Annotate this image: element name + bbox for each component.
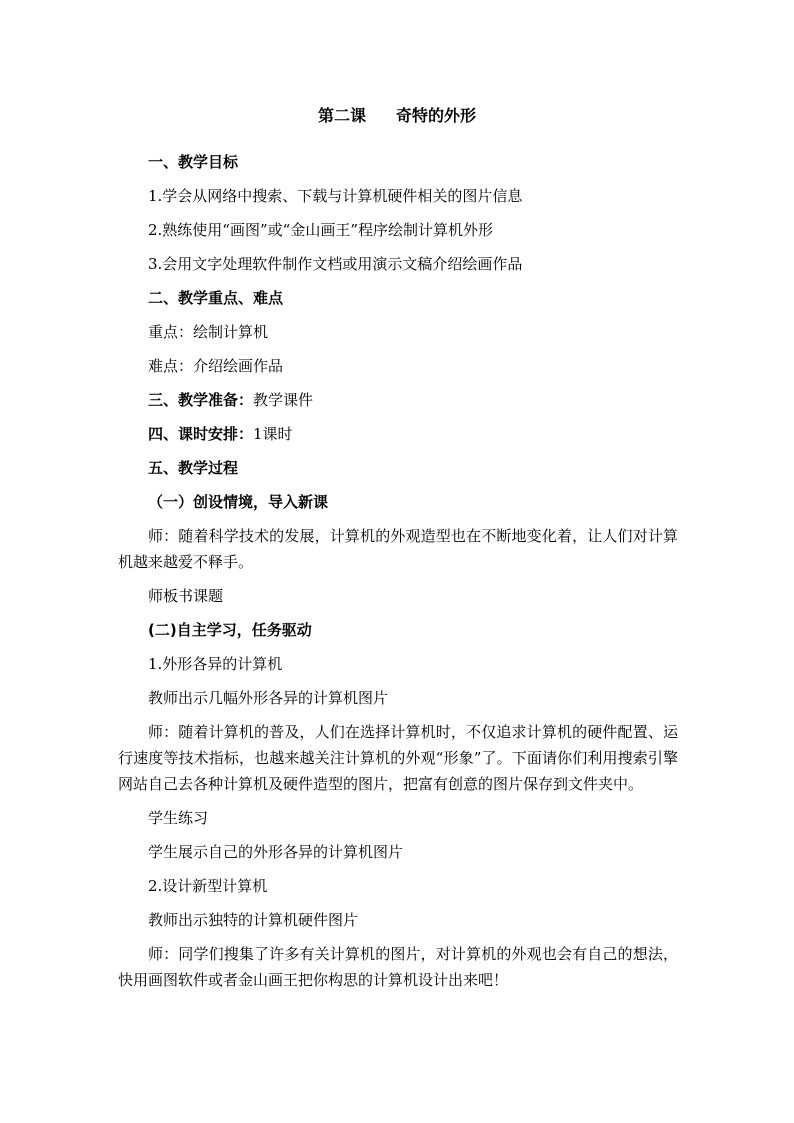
activity-item-1: 1.外形各异的计算机 xyxy=(148,655,283,673)
goal-item-1: 1.学会从网络中搜索、下载与计算机硬件相关的图片信息 xyxy=(148,187,523,205)
lesson-name: 奇特的外形 xyxy=(396,106,477,125)
goal-item-2: 2.熟练使用“画图”或“金山画王”程序绘制计算机外形 xyxy=(148,221,493,239)
line-student-show: 学生展示自己的外形各异的计算机图片 xyxy=(148,843,404,861)
activity-item-1-teacher: 教师出示几幅外形各异的计算机图片 xyxy=(148,689,389,707)
paragraph-search: 师：随着计算机的普及，人们在选择计算机时，不仅追求计算机的硬件配置、运行速度等技术指标，也越来越关注计算机的外观“形象”了。下面请你们利用搜索引擎网站自己去各种计算机及硬件造型的图片，把富有创意的图片保存到文件夹中。 xyxy=(118,723,678,793)
schedule-value: 1课时 xyxy=(253,425,293,443)
step-heading-2: (二)自主学习，任务驱动 xyxy=(148,621,312,639)
step-heading-1: （一）创设情境，导入新课 xyxy=(148,493,329,511)
activity-item-2: 2.设计新型计算机 xyxy=(148,877,268,895)
line-student-practice: 学生练习 xyxy=(148,809,209,827)
paragraph-intro: 师：随着科学技术的发展，计算机的外观造型也在不断地变化着，让人们对计算机越来越爱不释手。 xyxy=(118,527,678,571)
schedule-label: 四、课时安排： xyxy=(148,425,254,443)
section-heading-preparation xyxy=(118,383,678,417)
paragraph-design: 师：同学们搜集了许多有关计算机的图片，对计算机的外观也会有自己的想法，快用画图软件或者金山画王把你构思的计算机设计出来吧！ xyxy=(118,945,678,989)
line-board-title: 师板书课题 xyxy=(148,587,224,605)
preparation-label: 三、教学准备： xyxy=(148,391,254,409)
section-heading-goals: 一、教学目标 xyxy=(148,153,239,171)
difficult-point: 难点：介绍绘画作品 xyxy=(148,357,284,375)
section-heading-process: 五、教学过程 xyxy=(148,459,239,477)
goal-item-3: 3.会用文字处理软件制作文档或用演示文稿介绍绘画作品 xyxy=(148,255,523,273)
lesson-number: 第二课 xyxy=(317,106,366,125)
activity-item-2-teacher: 教师出示独特的计算机硬件图片 xyxy=(148,911,359,929)
document-body xyxy=(118,145,678,997)
preparation-value: 教学课件 xyxy=(253,391,314,409)
section-heading-schedule xyxy=(118,417,678,451)
key-point: 重点：绘制计算机 xyxy=(148,323,269,341)
lesson-title xyxy=(0,104,794,128)
section-heading-key-points: 二、教学重点、难点 xyxy=(148,289,284,307)
